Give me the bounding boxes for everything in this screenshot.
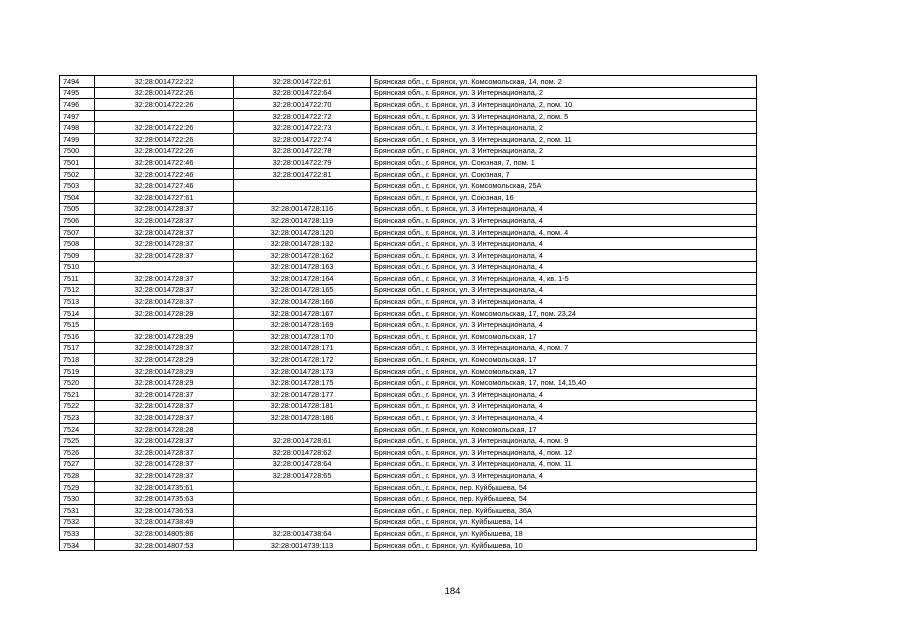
table-row <box>60 481 757 493</box>
block-cadastral-number-cell: 32:28:0014805:86 <box>95 528 234 540</box>
table-row <box>60 435 757 447</box>
object-cadastral-number-cell: 32:28:0014728:120 <box>234 226 371 238</box>
address-cell: Брянская обл., г. Брянск, ул. 3 Интернационала, 2 <box>371 87 757 99</box>
object-cadastral-number-cell: 32:28:0014728:132 <box>234 238 371 250</box>
block-cadastral-number-cell <box>95 319 234 331</box>
object-cadastral-number-cell: 32:28:0014728:171 <box>234 342 371 354</box>
block-cadastral-number-cell: 32:28:0014727:46 <box>95 180 234 192</box>
block-cadastral-number-cell: 32:28:0014728:29 <box>95 331 234 343</box>
block-cadastral-number-cell: 32:28:0014722:22 <box>95 76 234 88</box>
object-cadastral-number-cell: 32:28:0014739:113 <box>234 539 371 551</box>
block-cadastral-number-cell: 32:28:0014728:37 <box>95 458 234 470</box>
block-cadastral-number-cell: 32:28:0014728:29 <box>95 365 234 377</box>
object-cadastral-number-cell <box>234 180 371 192</box>
address-cell: Брянская обл., г. Брянск, ул. 3 Интернационала, 4 <box>371 296 757 308</box>
row-number-cell: 7519 <box>60 365 95 377</box>
object-cadastral-number-cell: 32:28:0014728:181 <box>234 400 371 412</box>
table-row <box>60 354 757 366</box>
address-cell: Брянская обл., г. Брянск, ул. Комсомольская, 17 <box>371 354 757 366</box>
address-cell: Брянская обл., г. Брянск, ул. Союзная, 7 <box>371 168 757 180</box>
row-number-cell: 7525 <box>60 435 95 447</box>
address-cell: Брянская обл., г. Брянск, пер. Куйбышева, 54 <box>371 493 757 505</box>
address-cell: Брянская обл., г. Брянск, ул. 3 Интернационала, 4 <box>371 400 757 412</box>
table-row <box>60 99 757 111</box>
object-cadastral-number-cell <box>234 493 371 505</box>
property-registry-table <box>59 75 757 551</box>
row-number-cell: 7505 <box>60 203 95 215</box>
table-row <box>60 110 757 122</box>
row-number-cell: 7502 <box>60 168 95 180</box>
block-cadastral-number-cell: 32:28:0014728:28 <box>95 423 234 435</box>
address-cell: Брянская обл., г. Брянск, пер. Куйбышева, 36А <box>371 504 757 516</box>
address-cell: Брянская обл., г. Брянск, ул. 3 Интернационала, 4 <box>371 412 757 424</box>
address-cell: Брянская обл., г. Брянск, ул. 3 Интернационала, 4 <box>371 215 757 227</box>
table-row <box>60 296 757 308</box>
table-row <box>60 87 757 99</box>
row-number-cell: 7515 <box>60 319 95 331</box>
block-cadastral-number-cell: 32:28:0014728:37 <box>95 400 234 412</box>
address-cell: Брянская обл., г. Брянск, ул. 3 Интернационала, 4 <box>371 319 757 331</box>
block-cadastral-number-cell: 32:28:0014728:37 <box>95 470 234 482</box>
object-cadastral-number-cell: 32:28:0014722:79 <box>234 157 371 169</box>
table-row <box>60 365 757 377</box>
block-cadastral-number-cell: 32:28:0014728:37 <box>95 203 234 215</box>
block-cadastral-number-cell: 32:28:0014728:29 <box>95 307 234 319</box>
row-number-cell: 7511 <box>60 273 95 285</box>
address-cell: Брянская обл., г. Брянск, ул. 3 Интернационала, 4 <box>371 249 757 261</box>
block-cadastral-number-cell: 32:28:0014722:26 <box>95 145 234 157</box>
table-row <box>60 145 757 157</box>
object-cadastral-number-cell: 32:28:0014728:116 <box>234 203 371 215</box>
row-number-cell: 7532 <box>60 516 95 528</box>
object-cadastral-number-cell <box>234 423 371 435</box>
object-cadastral-number-cell: 32:28:0014738:64 <box>234 528 371 540</box>
row-number-cell: 7528 <box>60 470 95 482</box>
address-cell: Брянская обл., г. Брянск, ул. 3 Интернационала, 4 <box>371 238 757 250</box>
address-cell: Брянская обл., г. Брянск, ул. Союзная, 7, пом. 1 <box>371 157 757 169</box>
block-cadastral-number-cell: 32:28:0014722:46 <box>95 168 234 180</box>
table-row <box>60 273 757 285</box>
block-cadastral-number-cell: 32:28:0014728:29 <box>95 377 234 389</box>
block-cadastral-number-cell <box>95 261 234 273</box>
row-number-cell: 7501 <box>60 157 95 169</box>
row-number-cell: 7509 <box>60 249 95 261</box>
table-row <box>60 447 757 459</box>
address-cell: Брянская обл., г. Брянск, ул. 3 Интернационала, 2, пом. 5 <box>371 110 757 122</box>
block-cadastral-number-cell: 32:28:0014728:37 <box>95 342 234 354</box>
row-number-cell: 7514 <box>60 307 95 319</box>
row-number-cell: 7529 <box>60 481 95 493</box>
object-cadastral-number-cell: 32:28:0014728:62 <box>234 447 371 459</box>
address-cell: Брянская обл., г. Брянск, ул. 3 Интернационала, 4, пом. 4 <box>371 226 757 238</box>
block-cadastral-number-cell: 32:28:0014722:46 <box>95 157 234 169</box>
block-cadastral-number-cell: 32:28:0014722:26 <box>95 133 234 145</box>
address-cell: Брянская обл., г. Брянск, ул. 3 Интернационала, 4, кв. 1-5 <box>371 273 757 285</box>
row-number-cell: 7504 <box>60 191 95 203</box>
block-cadastral-number-cell: 32:28:0014728:37 <box>95 412 234 424</box>
table-row <box>60 261 757 273</box>
table-row <box>60 76 757 88</box>
table-row <box>60 528 757 540</box>
address-cell: Брянская обл., г. Брянск, ул. 3 Интернационала, 2 <box>371 145 757 157</box>
block-cadastral-number-cell: 32:28:0014735:61 <box>95 481 234 493</box>
row-number-cell: 7522 <box>60 400 95 412</box>
table-row <box>60 133 757 145</box>
row-number-cell: 7520 <box>60 377 95 389</box>
address-cell: Брянская обл., г. Брянск, ул. 3 Интернационала, 4 <box>371 203 757 215</box>
address-cell: Брянская обл., г. Брянск, ул. 3 Интернационала, 4, пом. 7 <box>371 342 757 354</box>
address-cell: Брянская обл., г. Брянск, ул. 3 Интернационала, 4 <box>371 389 757 401</box>
row-number-cell: 7500 <box>60 145 95 157</box>
row-number-cell: 7494 <box>60 76 95 88</box>
object-cadastral-number-cell: 32:28:0014722:78 <box>234 145 371 157</box>
table-row <box>60 342 757 354</box>
table-row <box>60 516 757 528</box>
row-number-cell: 7526 <box>60 447 95 459</box>
object-cadastral-number-cell: 32:28:0014728:175 <box>234 377 371 389</box>
row-number-cell: 7495 <box>60 87 95 99</box>
row-number-cell: 7512 <box>60 284 95 296</box>
table-row <box>60 215 757 227</box>
address-cell: Брянская обл., г. Брянск, ул. 3 Интернационала, 4 <box>371 470 757 482</box>
object-cadastral-number-cell: 32:28:0014722:70 <box>234 99 371 111</box>
row-number-cell: 7516 <box>60 331 95 343</box>
table-row <box>60 400 757 412</box>
table-row <box>60 203 757 215</box>
object-cadastral-number-cell: 32:28:0014728:165 <box>234 284 371 296</box>
object-cadastral-number-cell <box>234 191 371 203</box>
block-cadastral-number-cell: 32:28:0014728:37 <box>95 389 234 401</box>
object-cadastral-number-cell: 32:28:0014728:64 <box>234 458 371 470</box>
table-row <box>60 423 757 435</box>
address-cell: Брянская обл., г. Брянск, ул. 3 Интернационала, 4 <box>371 284 757 296</box>
block-cadastral-number-cell: 32:28:0014728:37 <box>95 435 234 447</box>
table-row <box>60 307 757 319</box>
address-cell: Брянская обл., г. Брянск, ул. Комсомольская, 17 <box>371 423 757 435</box>
page-number: 184 <box>444 586 461 597</box>
object-cadastral-number-cell: 32:28:0014728:65 <box>234 470 371 482</box>
block-cadastral-number-cell: 32:28:0014722:26 <box>95 122 234 134</box>
row-number-cell: 7498 <box>60 122 95 134</box>
block-cadastral-number-cell: 32:28:0014728:37 <box>95 238 234 250</box>
object-cadastral-number-cell: 32:28:0014722:81 <box>234 168 371 180</box>
block-cadastral-number-cell: 32:28:0014728:37 <box>95 447 234 459</box>
address-cell: Брянская обл., г. Брянск, ул. Комсомольская, 14, пом. 2 <box>371 76 757 88</box>
table-row <box>60 377 757 389</box>
row-number-cell: 7523 <box>60 412 95 424</box>
address-cell: Брянская обл., г. Брянск, ул. Комсомольская, 17, пом. 23,24 <box>371 307 757 319</box>
address-cell: Брянская обл., г. Брянск, ул. Комсомольская, 17 <box>371 365 757 377</box>
object-cadastral-number-cell: 32:28:0014728:177 <box>234 389 371 401</box>
object-cadastral-number-cell: 32:28:0014728:119 <box>234 215 371 227</box>
row-number-cell: 7497 <box>60 110 95 122</box>
object-cadastral-number-cell: 32:28:0014728:169 <box>234 319 371 331</box>
block-cadastral-number-cell: 32:28:0014736:53 <box>95 504 234 516</box>
object-cadastral-number-cell: 32:28:0014722:73 <box>234 122 371 134</box>
block-cadastral-number-cell: 32:28:0014727:61 <box>95 191 234 203</box>
block-cadastral-number-cell: 32:28:0014728:37 <box>95 273 234 285</box>
table-row <box>60 284 757 296</box>
object-cadastral-number-cell <box>234 481 371 493</box>
row-number-cell: 7503 <box>60 180 95 192</box>
object-cadastral-number-cell: 32:28:0014728:162 <box>234 249 371 261</box>
table-row <box>60 389 757 401</box>
row-number-cell: 7524 <box>60 423 95 435</box>
address-cell: Брянская обл., г. Брянск, ул. 3 Интернационала, 4, пом. 11 <box>371 458 757 470</box>
block-cadastral-number-cell: 32:28:0014722:26 <box>95 87 234 99</box>
object-cadastral-number-cell: 32:28:0014728:170 <box>234 331 371 343</box>
row-number-cell: 7506 <box>60 215 95 227</box>
object-cadastral-number-cell: 32:28:0014728:163 <box>234 261 371 273</box>
object-cadastral-number-cell: 32:28:0014722:72 <box>234 110 371 122</box>
row-number-cell: 7533 <box>60 528 95 540</box>
table-row <box>60 412 757 424</box>
row-number-cell: 7513 <box>60 296 95 308</box>
row-number-cell: 7534 <box>60 539 95 551</box>
address-cell: Брянская обл., г. Брянск, ул. 3 Интернационала, 2, пом. 10 <box>371 99 757 111</box>
table-row <box>60 331 757 343</box>
block-cadastral-number-cell: 32:28:0014738:49 <box>95 516 234 528</box>
table-row <box>60 458 757 470</box>
object-cadastral-number-cell <box>234 516 371 528</box>
table-row <box>60 504 757 516</box>
address-cell: Брянская обл., г. Брянск, пер. Куйбышева, 54 <box>371 481 757 493</box>
address-cell: Брянская обл., г. Брянск, ул. Куйбышева, 14 <box>371 516 757 528</box>
row-number-cell: 7496 <box>60 99 95 111</box>
address-cell: Брянская обл., г. Брянск, ул. Комсомольская, 25А <box>371 180 757 192</box>
object-cadastral-number-cell: 32:28:0014728:164 <box>234 273 371 285</box>
address-cell: Брянская обл., г. Брянск, ул. 3 Интернационала, 4, пом. 12 <box>371 447 757 459</box>
table-row <box>60 122 757 134</box>
row-number-cell: 7527 <box>60 458 95 470</box>
object-cadastral-number-cell: 32:28:0014728:186 <box>234 412 371 424</box>
object-cadastral-number-cell: 32:28:0014722:64 <box>234 87 371 99</box>
row-number-cell: 7508 <box>60 238 95 250</box>
object-cadastral-number-cell: 32:28:0014728:166 <box>234 296 371 308</box>
registry-table-body <box>60 76 757 551</box>
address-cell: Брянская обл., г. Брянск, ул. Комсомольская, 17 <box>371 331 757 343</box>
table-row <box>60 191 757 203</box>
row-number-cell: 7530 <box>60 493 95 505</box>
block-cadastral-number-cell: 32:28:0014728:37 <box>95 284 234 296</box>
table-row <box>60 319 757 331</box>
table-row <box>60 539 757 551</box>
object-cadastral-number-cell: 32:28:0014728:173 <box>234 365 371 377</box>
object-cadastral-number-cell: 32:28:0014722:74 <box>234 133 371 145</box>
table-row <box>60 249 757 261</box>
address-cell: Брянская обл., г. Брянск, ул. 3 Интернационала, 2, пом. 11 <box>371 133 757 145</box>
object-cadastral-number-cell: 32:28:0014728:61 <box>234 435 371 447</box>
row-number-cell: 7517 <box>60 342 95 354</box>
table-row <box>60 226 757 238</box>
address-cell: Брянская обл., г. Брянск, ул. 3 Интернационала, 4 <box>371 261 757 273</box>
address-cell: Брянская обл., г. Брянск, ул. Союзная, 16 <box>371 191 757 203</box>
block-cadastral-number-cell: 32:28:0014728:37 <box>95 215 234 227</box>
table-row <box>60 168 757 180</box>
row-number-cell: 7510 <box>60 261 95 273</box>
row-number-cell: 7518 <box>60 354 95 366</box>
block-cadastral-number-cell <box>95 110 234 122</box>
address-cell: Брянская обл., г. Брянск, ул. 3 Интернационала, 4, пом. 9 <box>371 435 757 447</box>
table-row <box>60 157 757 169</box>
table-row <box>60 238 757 250</box>
object-cadastral-number-cell: 32:28:0014728:167 <box>234 307 371 319</box>
row-number-cell: 7521 <box>60 389 95 401</box>
block-cadastral-number-cell: 32:28:0014722:26 <box>95 99 234 111</box>
table-row <box>60 180 757 192</box>
object-cadastral-number-cell: 32:28:0014728:172 <box>234 354 371 366</box>
object-cadastral-number-cell <box>234 504 371 516</box>
row-number-cell: 7507 <box>60 226 95 238</box>
block-cadastral-number-cell: 32:28:0014728:37 <box>95 249 234 261</box>
block-cadastral-number-cell: 32:28:0014735:63 <box>95 493 234 505</box>
row-number-cell: 7499 <box>60 133 95 145</box>
table-row <box>60 493 757 505</box>
block-cadastral-number-cell: 32:28:0014728:37 <box>95 226 234 238</box>
address-cell: Брянская обл., г. Брянск, ул. Комсомольская, 17, пом. 14,15,40 <box>371 377 757 389</box>
address-cell: Брянская обл., г. Брянск, ул. Куйбышева, 18 <box>371 528 757 540</box>
address-cell: Брянская обл., г. Брянск, ул. 3 Интернационала, 2 <box>371 122 757 134</box>
row-number-cell: 7531 <box>60 504 95 516</box>
block-cadastral-number-cell: 32:28:0014807:53 <box>95 539 234 551</box>
block-cadastral-number-cell: 32:28:0014728:37 <box>95 296 234 308</box>
address-cell: Брянская обл., г. Брянск, ул. Куйбышева, 10 <box>371 539 757 551</box>
table-row <box>60 470 757 482</box>
object-cadastral-number-cell: 32:28:0014722:61 <box>234 76 371 88</box>
block-cadastral-number-cell: 32:28:0014728:29 <box>95 354 234 366</box>
